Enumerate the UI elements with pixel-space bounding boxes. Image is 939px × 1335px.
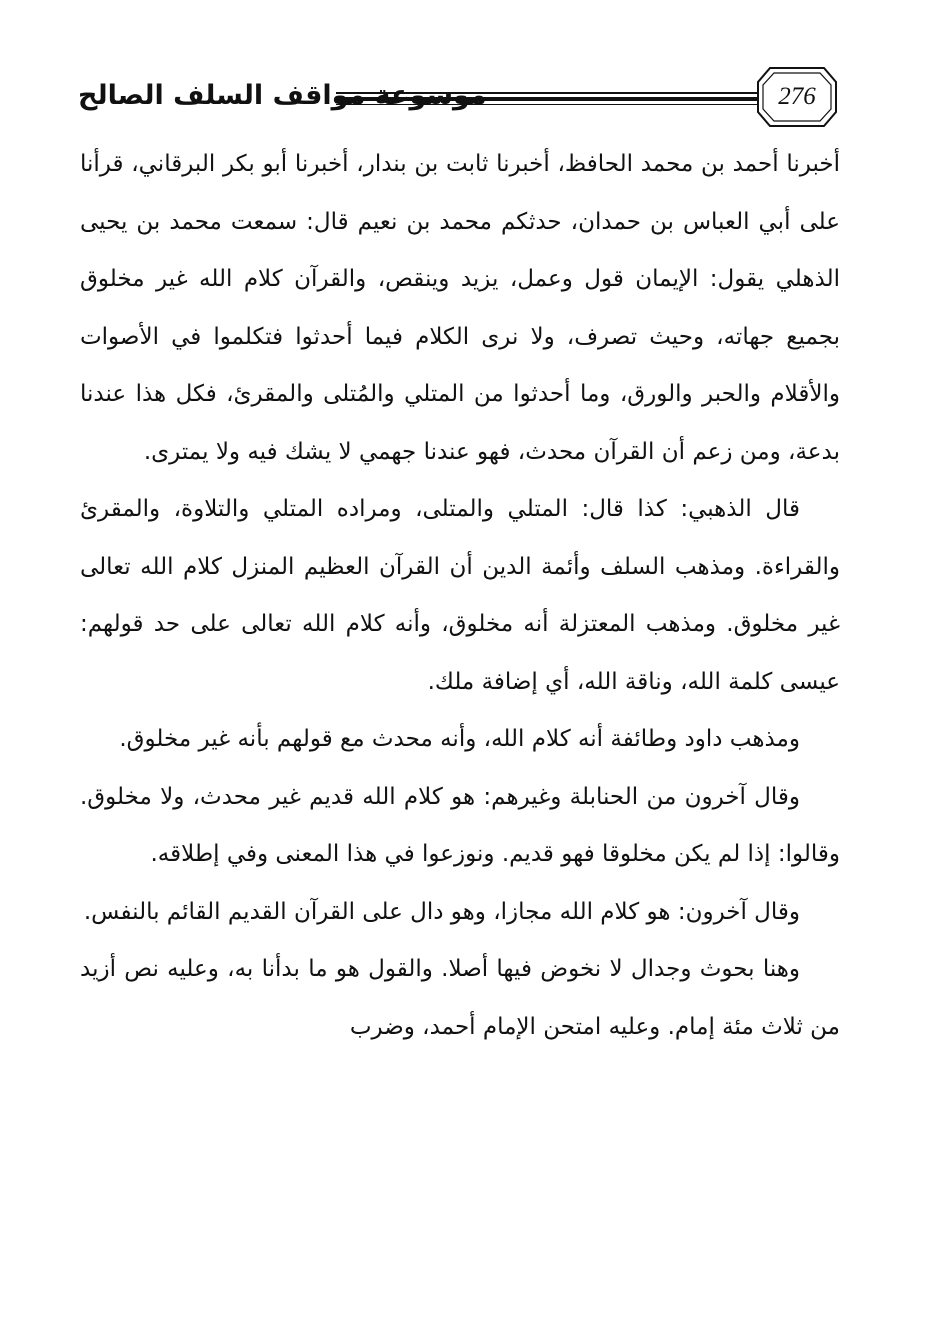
paragraph: وقال آخرون: هو كلام الله مجازا، وهو دال على القرآن القديم القائم بالنفس. bbox=[83, 898, 800, 925]
page-number: 276 bbox=[778, 83, 816, 110]
paragraph: أخبرنا أحمد بن محمد الحافظ، أخبرنا ثابت بن بندار، أخبرنا أبو بكر البرقاني، قرأنا على أبي العباس بن حمدان، حدثكم محمد بن نعيم قال: سمعت محمد بن يحيى الذهلي يقول: الإيمان قول وعمل، يزيد وينقص، والقرآن كلام الله غير مخلوق بجميع جهاته، وحيث تصرف، ولا نرى الكلام فيما أحدثوا فتكلموا في الأصوات والأقلام والحبر والورق، وما أحدثوا من المتلي والمُتلى والمقرئ، فكل هذا عندنا بدعة، ومن زعم أن القرآن محدث، فهو عندنا جهمي لا يشك فيه ولا يمترى. bbox=[80, 151, 840, 465]
paragraph: ومذهب داود وطائفة أنه كلام الله، وأنه محدث مع قولهم بأنه غير مخلوق. bbox=[119, 726, 800, 752]
header-rule bbox=[336, 92, 758, 94]
book-title: موسوعة مواقف السلف الصالح bbox=[78, 80, 487, 111]
header-rule bbox=[336, 97, 758, 101]
page-body bbox=[80, 136, 840, 1056]
paragraph: وقال آخرون من الحنابلة وغيرهم: هو كلام الله قديم غير محدث، ولا مخلوق. وقالوا: إذا لم يكن مخلوقا فهو قديم. ونوزعوا في هذا المعنى وفي إطلاقه. bbox=[80, 783, 840, 867]
paragraph: وهنا بحوث وجدال لا نخوض فيها أصلا. والقول هو ما بدأنا به، وعليه نص أزيد من ثلاث مئة إمام. وعليه امتحن الإمام أحمد، وضرب bbox=[80, 956, 840, 1040]
page-header bbox=[78, 62, 838, 132]
header-rule bbox=[336, 104, 758, 105]
paragraph: قال الذهبي: كذا قال: المتلي والمتلى، ومراده المتلي والتلاوة، والمقرئ والقراءة. ومذهب السلف وأئمة الدين أن القرآن العظيم المنزل كلام الله تعالى غير مخلوق. ومذهب المعتزلة أنه مخلوق، وأنه كلام الله تعالى على حد قولهم: عيسى كلمة الله، وناقة الله، أي إضافة ملك. bbox=[80, 496, 840, 695]
page-number-badge bbox=[756, 66, 838, 128]
